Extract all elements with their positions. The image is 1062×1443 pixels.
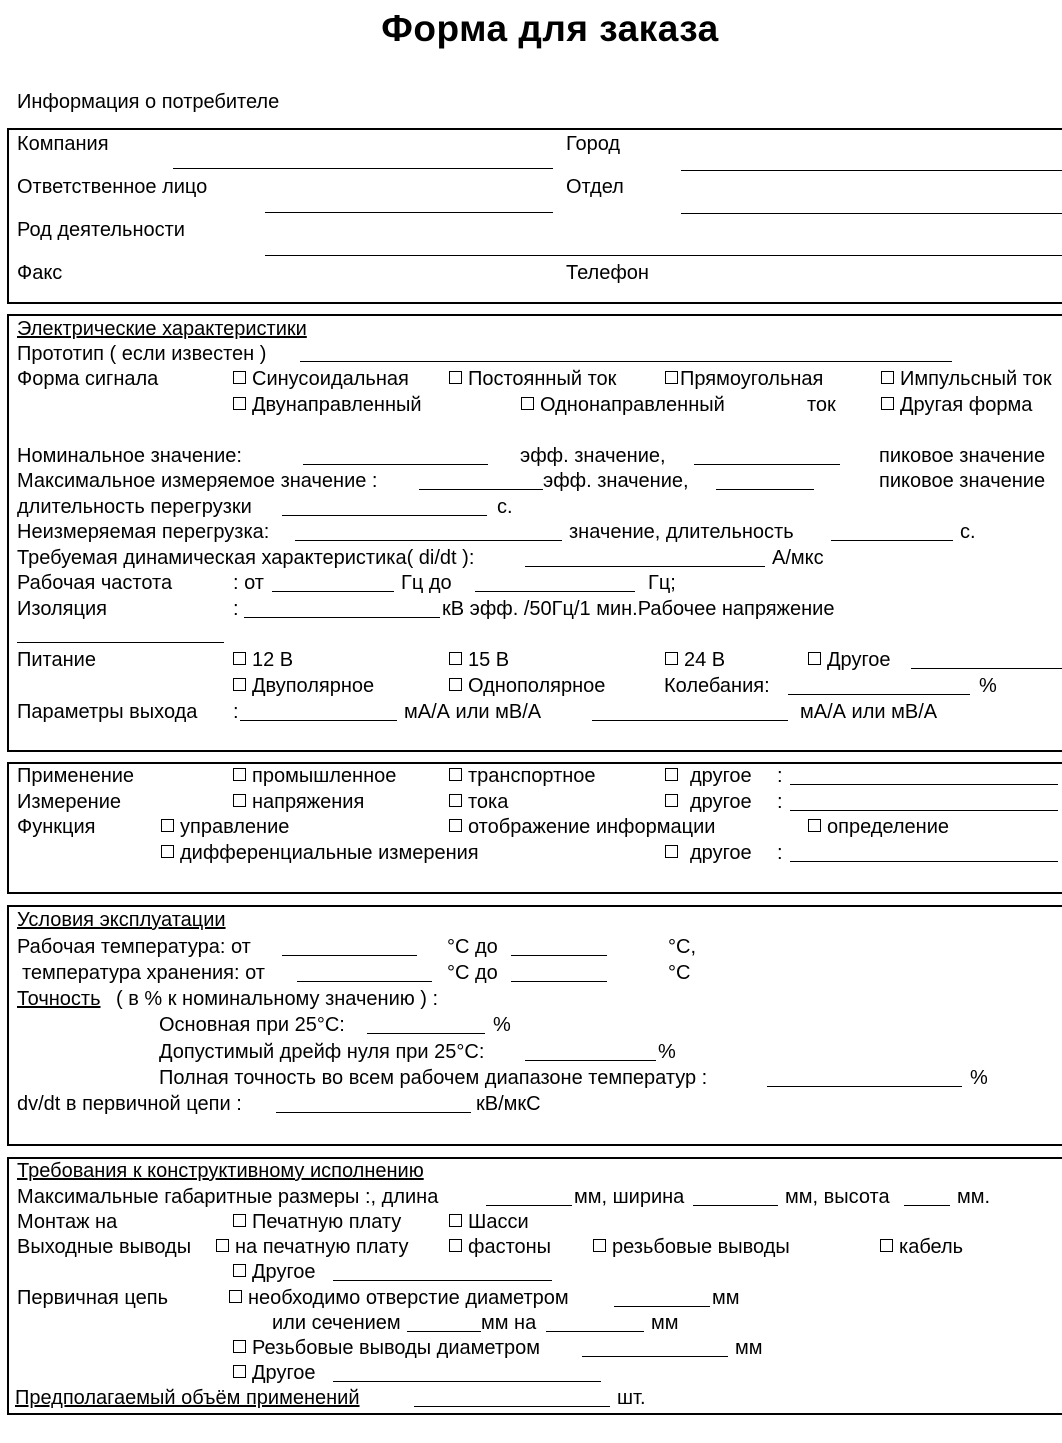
option-label: кабель (899, 1236, 964, 1258)
option-label: Двунаправленный (252, 394, 422, 416)
checkbox[interactable] (233, 1214, 246, 1227)
signal-dc-option[interactable] (449, 367, 616, 391)
operating-heading: Условия эксплуатации (17, 909, 226, 931)
output-field-2[interactable] (592, 720, 788, 721)
value-duration-label: значение, длительность (569, 521, 794, 543)
section-b-field[interactable] (546, 1331, 644, 1332)
option-label: напряжения (252, 791, 365, 813)
primary-label: Первичная цепь (17, 1287, 168, 1309)
activity-label: Род деятельности (17, 219, 185, 241)
signal-pulse-option[interactable] (881, 367, 1052, 391)
mm-unit-2: мм (651, 1312, 679, 1334)
dynamic-label: Требуемая динамическая характеристика( di/dt ): (17, 547, 475, 569)
outputs-other-field[interactable] (333, 1280, 552, 1281)
freq-to-field[interactable] (475, 591, 635, 592)
overload-duration-field[interactable] (282, 515, 487, 516)
industrial-option[interactable] (233, 764, 396, 788)
signal-other-option[interactable] (881, 393, 1032, 417)
basic-accuracy-field[interactable] (367, 1033, 485, 1034)
contact-field[interactable] (265, 212, 553, 213)
option-label: другое (690, 842, 752, 864)
option-label: Другое (252, 1261, 316, 1283)
signal-unidir-option[interactable] (521, 393, 725, 417)
supply-label: Питание (17, 649, 96, 671)
option-label: 15 В (468, 649, 510, 671)
city-label: Город (566, 133, 621, 155)
checkbox[interactable] (161, 845, 174, 858)
measure-label: Измерение (17, 791, 122, 813)
screw-dia-field[interactable] (582, 1356, 728, 1357)
function-other-option[interactable] (665, 841, 752, 865)
supply-other-option[interactable] (808, 648, 891, 672)
checkbox[interactable] (881, 371, 894, 384)
screw-dia-option[interactable] (233, 1336, 540, 1360)
checkbox[interactable] (233, 794, 246, 807)
accuracy-note: ( в % к номинальному значению ) : (116, 988, 439, 1010)
checkbox[interactable] (233, 397, 246, 410)
customer-heading: Информация о потребителе (17, 91, 280, 113)
hz-end-label: Гц; (648, 572, 676, 594)
option-label: Однополярное (468, 675, 606, 697)
freq-label: Рабочая частота (17, 572, 173, 594)
outputs-other-option[interactable] (233, 1260, 316, 1284)
checkbox[interactable] (449, 1214, 462, 1227)
mount-label: Монтаж на (17, 1211, 118, 1233)
dims-label: Максимальные габаритные размеры :, длина (17, 1186, 439, 1208)
current-option[interactable] (449, 790, 508, 814)
checkbox[interactable] (665, 652, 678, 665)
value-duration-field[interactable] (831, 540, 953, 541)
checkbox[interactable] (665, 768, 678, 781)
option-label: Синусоидальная (252, 368, 409, 390)
length-field[interactable] (486, 1205, 572, 1206)
option-label: 24 В (684, 649, 726, 671)
transport-option[interactable] (449, 764, 596, 788)
hole-diameter-field[interactable] (614, 1306, 710, 1307)
control-option[interactable] (161, 815, 289, 839)
full-percent: % (970, 1067, 988, 1089)
option-label: резьбовые выводы (612, 1236, 790, 1258)
bipolar-option[interactable] (233, 674, 374, 698)
colon: : (777, 791, 783, 813)
rms-field[interactable] (694, 464, 840, 465)
drift-field[interactable] (525, 1060, 656, 1061)
sec2-unit: с. (960, 521, 976, 543)
isolation-colon: : (233, 598, 239, 620)
option-label: Прямоугольная (680, 368, 824, 390)
store-temp-to-field[interactable] (511, 981, 607, 982)
isolation-field[interactable] (244, 617, 440, 618)
option-label: Двуполярное (252, 675, 375, 697)
contact-label: Ответственное лицо (17, 176, 208, 198)
ripple-field[interactable] (788, 694, 970, 695)
outputs-pcb-option[interactable] (216, 1235, 408, 1259)
rms-label: эфф. значение, (520, 445, 666, 467)
checkbox[interactable] (808, 819, 821, 832)
primary-other-option[interactable] (233, 1361, 316, 1385)
max-measured-field[interactable] (419, 489, 543, 490)
full-accuracy-label: Полная точность во всем рабочем диапазоне температур : (159, 1067, 708, 1089)
hz-to-label: Гц до (401, 572, 452, 594)
measure-other-option[interactable] (665, 790, 752, 814)
checkbox[interactable] (449, 652, 462, 665)
mount-pcb-option[interactable] (233, 1210, 401, 1234)
option-label: Однонаправленный (540, 394, 725, 416)
checkbox[interactable] (233, 768, 246, 781)
output-unit-1: мА/А или мВ/А (404, 701, 542, 723)
option-label: Другое (252, 1362, 316, 1384)
prototype-label: Прототип ( если известен ) (17, 343, 267, 365)
mount-chassis-option[interactable] (449, 1210, 529, 1234)
hole-option[interactable] (229, 1286, 569, 1310)
full-accuracy-field[interactable] (767, 1086, 962, 1087)
department-field[interactable] (681, 213, 1062, 214)
customer-section (7, 128, 1062, 304)
electrical-heading: Электрические характеристики (17, 318, 307, 340)
checkbox[interactable] (233, 1365, 246, 1378)
checkbox[interactable] (449, 768, 462, 781)
op-temp-to-label: °С до (447, 936, 498, 958)
checkbox[interactable] (233, 1340, 246, 1353)
unmeasured-overload-label: Неизмеряемая перегрузка: (17, 521, 270, 543)
checkbox[interactable] (665, 845, 678, 858)
checkbox[interactable] (449, 1239, 462, 1252)
unmeasured-overload-field[interactable] (295, 540, 562, 541)
checkbox[interactable] (233, 1264, 246, 1277)
fax-label: Факс (17, 262, 63, 284)
faston-option[interactable] (449, 1235, 551, 1259)
differential-option[interactable] (161, 841, 479, 865)
phone-label: Телефон (566, 262, 649, 284)
option-label: необходимо отверстие диаметром (248, 1287, 569, 1309)
primary-other-field[interactable] (333, 1381, 601, 1382)
output-colon: : (233, 701, 239, 723)
peak-label: пиковое значение (879, 445, 1046, 467)
signal-bidir-option[interactable] (233, 393, 422, 417)
nominal-label: Номинальное значение: (17, 445, 242, 467)
company-label: Компания (17, 133, 109, 155)
option-label: другое (690, 791, 752, 813)
op-temp-from-field[interactable] (282, 955, 417, 956)
use-other-field[interactable] (790, 784, 1058, 785)
checkbox[interactable] (216, 1239, 229, 1252)
sec-unit: с. (497, 496, 513, 518)
voltage-option[interactable] (233, 790, 364, 814)
checkbox[interactable] (229, 1290, 242, 1303)
volume-label: Предполагаемый объём применений (15, 1387, 360, 1409)
checkbox[interactable] (880, 1239, 893, 1252)
checkbox[interactable] (233, 678, 246, 691)
option-label: отображение информации (468, 816, 716, 838)
width-label: мм, ширина (574, 1186, 685, 1208)
checkbox[interactable] (881, 397, 894, 410)
option-label: управление (180, 816, 290, 838)
rms2-field[interactable] (716, 489, 814, 490)
option-label: Резьбовые выводы диаметром (252, 1337, 541, 1359)
option-label: тока (468, 791, 509, 813)
option-label: промышленное (252, 765, 397, 787)
option-label: Другая форма (900, 394, 1033, 416)
option-label: другое (690, 765, 752, 787)
supply-24v-option[interactable] (665, 648, 725, 672)
option-label: Постоянный ток (468, 368, 617, 390)
screw-option[interactable] (593, 1235, 790, 1259)
page-title: Форма для заказа (381, 8, 719, 49)
op-temp-to-field[interactable] (511, 955, 607, 956)
checkbox[interactable] (665, 794, 678, 807)
drift-label: Допустимый дрейф нуля при 25°С: (159, 1041, 485, 1063)
section-a-field[interactable] (407, 1331, 481, 1332)
cable-option[interactable] (880, 1235, 963, 1259)
store-temp-from-field[interactable] (297, 981, 432, 982)
checkbox[interactable] (161, 819, 174, 832)
checkbox[interactable] (449, 819, 462, 832)
a-per-us-unit: А/мкс (772, 547, 824, 569)
option-label: определение (827, 816, 950, 838)
height-label: мм, высота (785, 1186, 890, 1208)
checkbox[interactable] (449, 794, 462, 807)
freq-from-label: : от (233, 572, 264, 594)
mm-unit-3: мм (735, 1337, 763, 1359)
overload-duration-label: длительность перегрузки (17, 496, 252, 518)
measure-other-field[interactable] (790, 810, 1058, 811)
mm-unit-1: мм (712, 1287, 740, 1309)
basic-percent: % (493, 1014, 511, 1036)
dvdt-unit: кВ/мкС (476, 1093, 541, 1115)
ripple-label: Колебания: (664, 675, 770, 697)
option-label: на печатную плату (235, 1236, 409, 1258)
nominal-field[interactable] (303, 464, 488, 465)
use-label: Применение (17, 765, 135, 787)
department-label: Отдел (566, 176, 624, 198)
store-temp-unit: °С (668, 962, 691, 984)
mm-end: мм. (957, 1186, 991, 1208)
option-label: Другое (827, 649, 891, 671)
supply-15v-option[interactable] (449, 648, 509, 672)
checkbox[interactable] (665, 371, 678, 384)
volume-field[interactable] (414, 1406, 610, 1407)
op-temp-unit: °С, (668, 936, 696, 958)
option-label: транспортное (468, 765, 596, 787)
dynamic-field[interactable] (525, 566, 765, 567)
store-temp-label: температура хранения: от (22, 962, 265, 984)
outputs-label: Выходные выводы (17, 1236, 192, 1258)
width-field[interactable] (693, 1205, 778, 1206)
dvdt-label: dv/dt в первичной цепи : (17, 1093, 242, 1115)
checkbox[interactable] (521, 397, 534, 410)
option-label: Шасси (468, 1211, 529, 1233)
output-unit-2: мА/А или мВ/А (800, 701, 938, 723)
option-label: дифференциальные измерения (180, 842, 479, 864)
output-label: Параметры выхода (17, 701, 198, 723)
city-field[interactable] (681, 170, 1062, 171)
option-label: Импульсный ток (900, 368, 1052, 390)
accuracy-label: Точность (17, 988, 101, 1010)
unipolar-option[interactable] (449, 674, 605, 698)
height-field[interactable] (904, 1205, 950, 1206)
detect-option[interactable] (808, 815, 949, 839)
rms2-label: эфф. значение, (543, 470, 689, 492)
drift-percent: % (658, 1041, 676, 1063)
signal-form-label: Форма сигнала (17, 368, 159, 390)
or-section-label: или сечением (272, 1312, 401, 1334)
signal-tok-label: ток (807, 394, 836, 416)
supply-12v-option[interactable] (233, 648, 293, 672)
prototype-field[interactable] (300, 361, 952, 362)
supply-other-field[interactable] (911, 668, 1062, 669)
ripple-percent: % (979, 675, 997, 697)
peak2-label: пиковое значение (879, 470, 1046, 492)
mm-by-label: мм на (481, 1312, 537, 1334)
function-other-field[interactable] (790, 861, 1058, 862)
freq-from-field[interactable] (272, 591, 394, 592)
checkbox[interactable] (233, 652, 246, 665)
max-measured-label: Максимальное измеряемое значение : (17, 470, 378, 492)
function-label: Функция (17, 816, 96, 838)
option-label: 12 В (252, 649, 294, 671)
checkbox[interactable] (808, 652, 821, 665)
pcs-unit: шт. (617, 1387, 646, 1409)
design-heading: Требования к конструктивному исполнению (17, 1160, 424, 1182)
company-field[interactable] (173, 168, 553, 169)
checkbox[interactable] (593, 1239, 606, 1252)
op-temp-label: Рабочая температура: от (17, 936, 251, 958)
isolation-tail: кВ эфф. /50Гц/1 мин.Рабочее напряжение (442, 598, 835, 620)
working-voltage-field[interactable] (17, 642, 224, 643)
basic-accuracy-label: Основная при 25°С: (159, 1014, 345, 1036)
display-option[interactable] (449, 815, 715, 839)
activity-field[interactable] (265, 255, 1062, 256)
dvdt-field[interactable] (276, 1112, 471, 1113)
checkbox[interactable] (449, 371, 462, 384)
option-label: Печатную плату (252, 1211, 402, 1233)
option-label: фастоны (468, 1236, 552, 1258)
checkbox[interactable] (449, 678, 462, 691)
colon: : (777, 765, 783, 787)
colon: : (777, 842, 783, 864)
use-other-option[interactable] (665, 764, 752, 788)
checkbox[interactable] (233, 371, 246, 384)
signal-rect-option[interactable] (665, 367, 823, 391)
isolation-label: Изоляция (17, 598, 107, 620)
signal-sine-option[interactable] (233, 367, 409, 391)
store-temp-to-label: °С до (447, 962, 498, 984)
output-field-1[interactable] (240, 720, 397, 721)
